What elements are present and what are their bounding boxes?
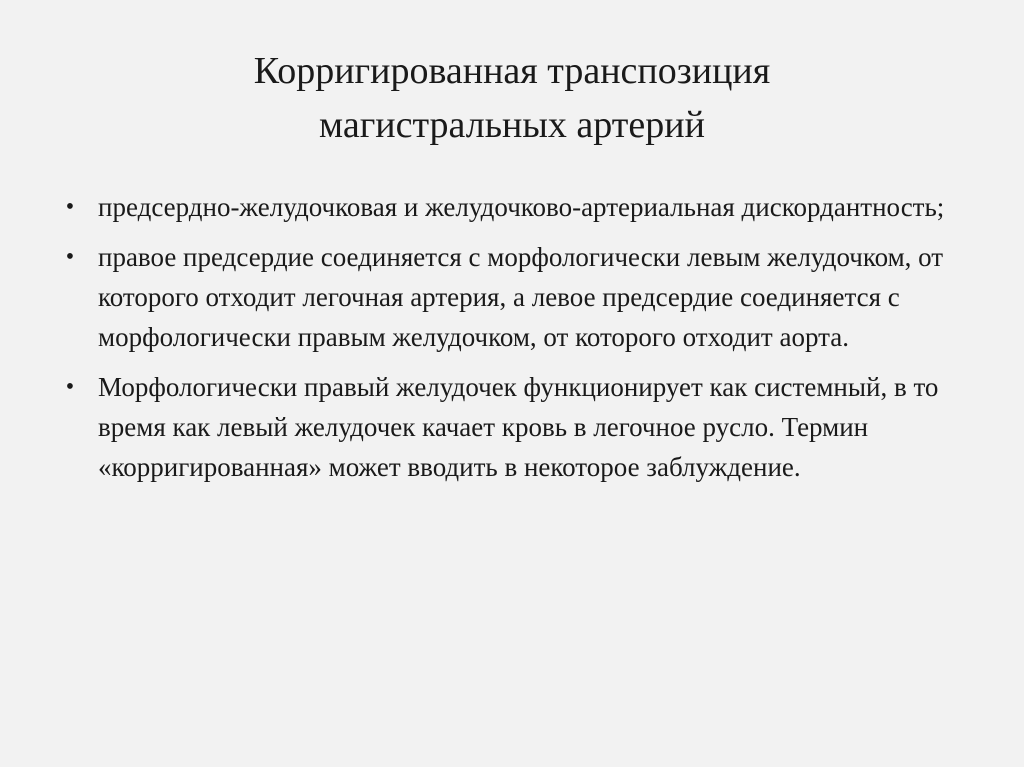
bullet-item-2 bbox=[60, 237, 980, 357]
bullet-text-2: правое предсердие соединяется с морфологически левым желудочком, от которого отходит легочная артерия, а левое предсердие соединяется с морфологически правым желудочком, от которого отходит аорта. bbox=[98, 242, 944, 352]
bullet-dot-icon: • bbox=[65, 244, 75, 270]
bullet-list bbox=[60, 187, 980, 497]
bullet-dot-icon: • bbox=[65, 374, 75, 400]
bullet-item-1 bbox=[60, 187, 980, 227]
bullet-dot-icon: • bbox=[65, 194, 75, 220]
bullet-item-3 bbox=[60, 367, 980, 487]
slide-title bbox=[0, 44, 1024, 152]
slide-title-line-1: Корригированная транспозиция bbox=[253, 50, 771, 92]
slide-title-line-2: магистральных артерий bbox=[319, 104, 705, 146]
bullet-text-1: предсердно-желудочковая и желудочково-артериальная дискордантность; bbox=[98, 192, 945, 222]
bullet-text-3: Морфологически правый желудочек функционирует как системный, в то время как левый желудочек качает кровь в легочное русло. Термин «корригированная» может вводить в некоторое заблуждение. bbox=[98, 372, 939, 482]
